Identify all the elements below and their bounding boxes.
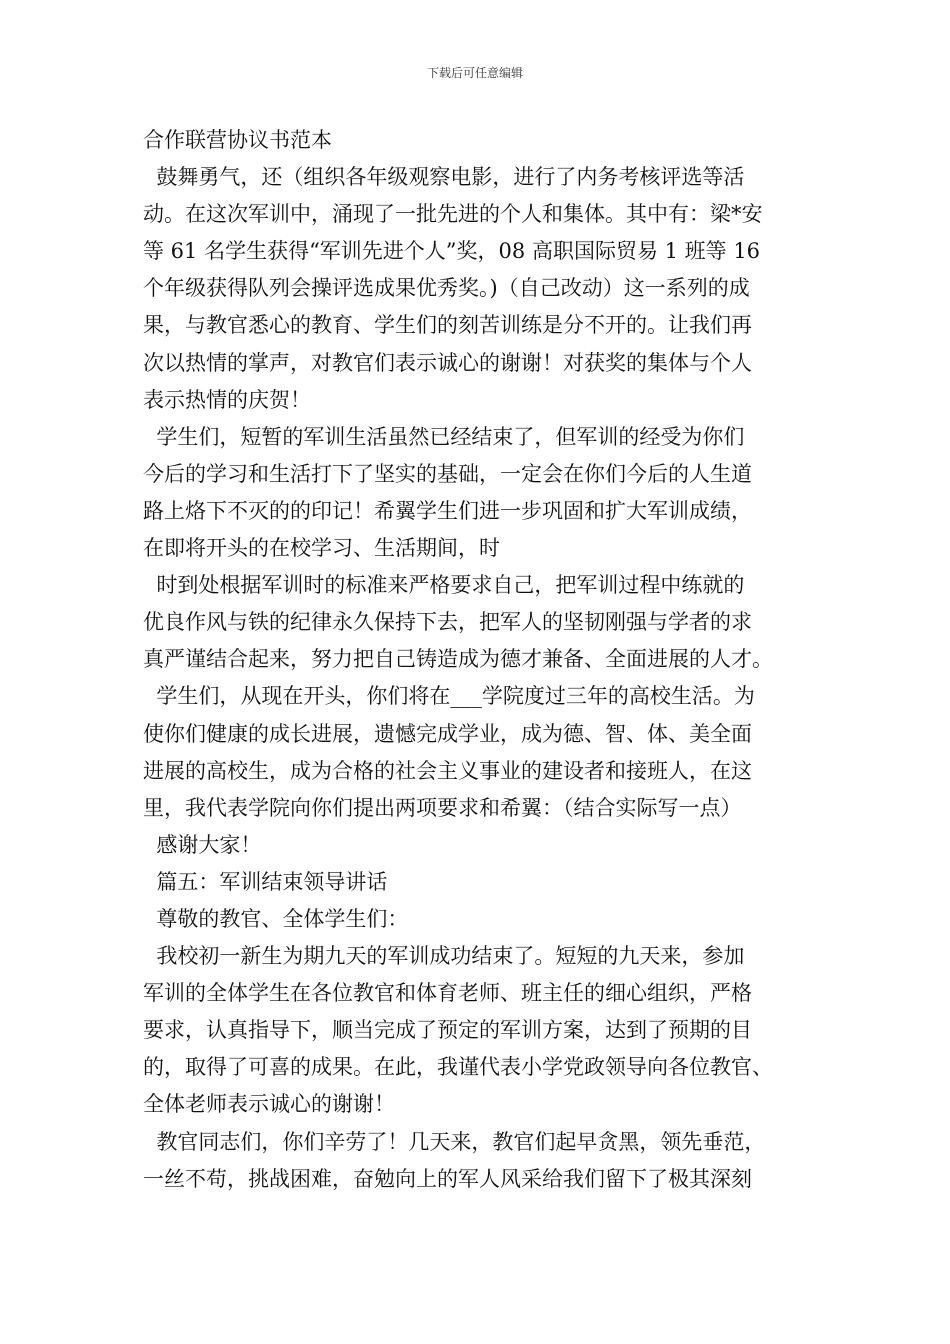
text-line: 学生们，从现在开头，你们将在___学院度过三年的高校生活。为: [143, 684, 755, 709]
text-line: 个年级获得队列会操评选成果优秀奖。)（自己改动）这一系列的成: [143, 276, 750, 301]
text-line: 时到处根据军训时的标准来严格要求自己，把军训过程中练就的: [143, 573, 745, 598]
document-title: 合作联营协议书范本: [143, 128, 332, 152]
text-line: 军训的全体学生在各位教官和体育老师、班主任的细心组织，严格: [143, 981, 752, 1006]
text-line: 次以热情的掌声，对教官们表示诚心的谢谢！对获奖的集体与个人: [143, 350, 752, 375]
body-text: [143, 122, 833, 1198]
text-line: 要求，认真指导下，顺当完成了预定的军训方案，达到了预期的目: [143, 1018, 752, 1043]
text-line: 真严谨结合起来，努力把自己铸造成为德才兼备、全面进展的人才。: [143, 647, 773, 672]
text-line: 优良作风与铁的纪律永久保持下去，把军人的坚韧刚强与学者的求: [143, 610, 752, 635]
text-line: 篇五：军训结束领导讲话: [143, 869, 388, 894]
text-line: 使你们健康的成长进展，遗憾完成学业，成为德、智、体、美全面: [143, 721, 752, 746]
text-line: 的，取得了可喜的成果。在此，我谨代表小学党政领导向各位教官、: [143, 1055, 773, 1080]
text-line: 路上烙下不灭的的印记！希翼学生们进一步巩固和扩大军训成绩，: [143, 498, 752, 523]
text-line: 学生们，短暂的军训生活虽然已经结束了，但军训的经受为你们: [143, 424, 745, 449]
text-line: 动。在这次军训中，涌现了一批先进的个人和集体。其中有：梁*安: [143, 202, 763, 227]
text-line: 进展的高校生，成为合格的社会主义事业的建设者和接班人，在这: [143, 758, 752, 783]
text-line: 尊敬的教官、全体学生们：: [143, 906, 409, 931]
text-line: 果，与教官悉心的教育、学生们的刻苦训练是分不开的。让我们再: [143, 313, 752, 338]
text-line: 教官同志们，你们辛劳了！几天来，教官们起早贪黑，领先垂范，: [143, 1129, 766, 1154]
text-line: 等 61 名学生获得“军训先进个人”奖，08 高职国际贸易 1 班等 16: [143, 239, 761, 264]
text-line: 感谢大家！: [143, 832, 262, 857]
text-line: 表示热情的庆贺！: [143, 387, 311, 412]
text-line: 在即将开头的在校学习、生活期间，时: [143, 536, 500, 561]
text-line: 今后的学习和生活打下了坚实的基础，一定会在你们今后的人生道: [143, 461, 752, 486]
text-line: 一丝不苟，挑战困难，奋勉向上的军人风采给我们留下了极其深刻: [143, 1166, 752, 1191]
text-line: 里，我代表学院向你们提出两项要求和希翼：（结合实际写一点）: [143, 795, 742, 820]
text-line: 全体老师表示诚心的谢谢！: [143, 1092, 395, 1117]
header-note: 下载后可任意编辑: [426, 66, 523, 80]
text-line: 我校初一新生为期九天的军训成功结束了。短短的九天来，参加: [143, 944, 745, 969]
text-line: 鼓舞勇气，还（组织各年级观察电影，进行了内务考核评选等活: [143, 165, 745, 190]
